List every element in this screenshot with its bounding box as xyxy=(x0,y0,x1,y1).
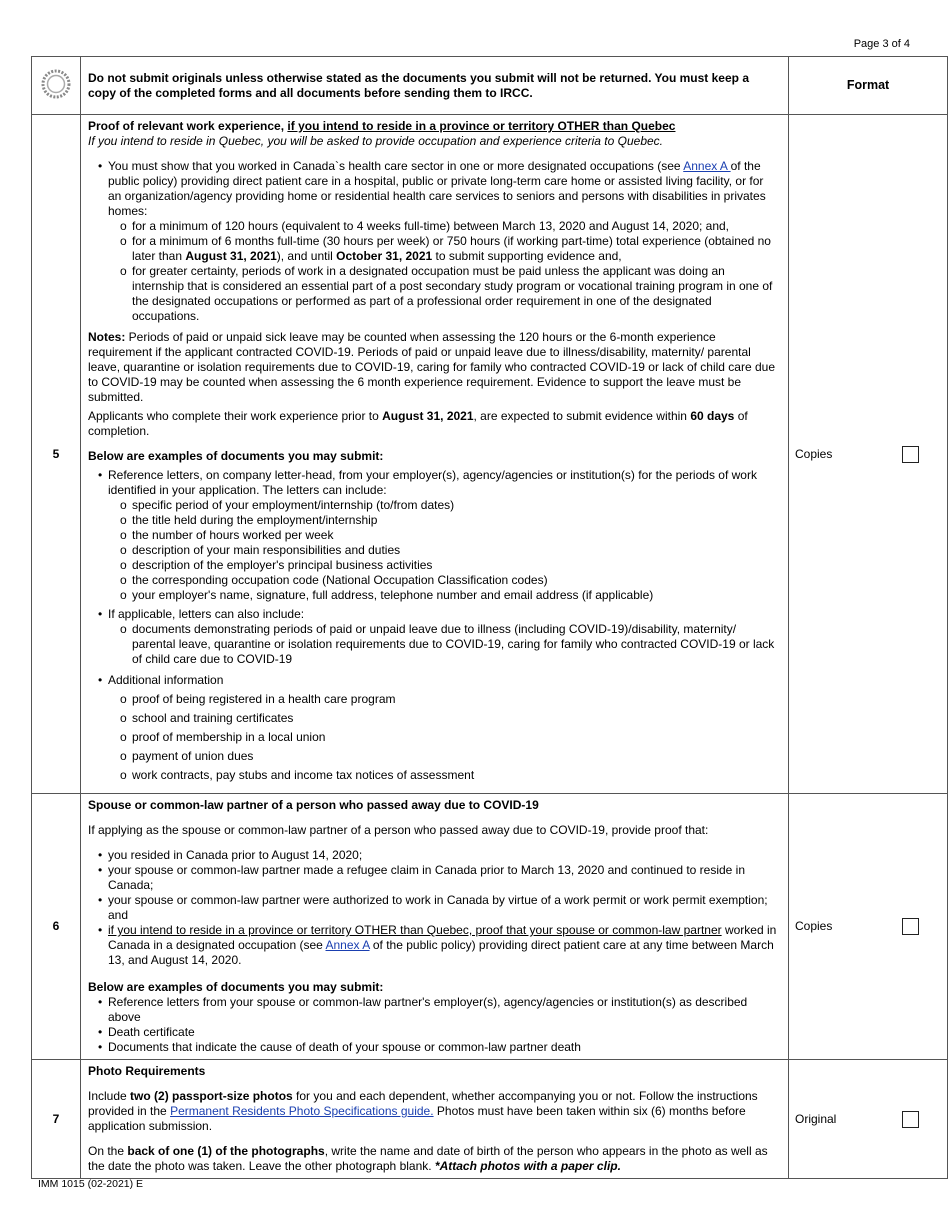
list-item: o your employer's name, signature, full address, telephone number and email address (if applicable) xyxy=(132,588,780,603)
list-item: o work contracts, pay stubs and income tax notices of assessment xyxy=(132,768,780,783)
text: for you and each dependent, whether accompanying you or not. Follow the instructions provided in the xyxy=(88,1089,758,1118)
req-text-cont: of the public policy) providing direct patient care in a hospital, public or private long-term care home or assisted living facility, or for an organization/agency providing home or residential health care services to seniors and persons with disabilities in privates homes: xyxy=(108,159,766,218)
list-item: o proof of membership in a local union xyxy=(132,730,780,745)
row-6-checkbox[interactable] xyxy=(902,918,919,935)
text: Include xyxy=(88,1089,131,1103)
row-number: 6 xyxy=(32,794,81,1060)
date-bold: August 31, 2021 xyxy=(185,249,277,263)
format-header: Format xyxy=(789,57,948,115)
list-item: • Death certificate xyxy=(108,1025,780,1040)
text: Applicants who complete their work experience prior to xyxy=(88,409,383,423)
photo-specifications-link[interactable]: Permanent Residents Photo Specifications guide. xyxy=(170,1104,434,1118)
list-item: • your spouse or common-law partner made a refugee claim in Canada prior to March 13, 2020 and continued to reside in Canada; xyxy=(108,863,780,893)
text: to submit supporting evidence and, xyxy=(432,249,622,263)
text: On the xyxy=(88,1144,128,1158)
additional-text: Additional information xyxy=(108,673,224,687)
list-item: o description of your main responsibilities and duties xyxy=(132,543,780,558)
text: of the public policy) providing direct patient care at any time between March 13, and August 14, 2020. xyxy=(108,938,774,967)
list-item xyxy=(108,607,780,667)
row-number: 7 xyxy=(32,1060,81,1179)
row-5-completion xyxy=(88,409,780,439)
list-item: • Documents that indicate the cause of death of your spouse or common-law partner death xyxy=(108,1040,780,1055)
row-6-proof-list xyxy=(88,848,780,968)
table-row-7 xyxy=(32,1060,948,1179)
text: Photos must have been taken within six (6) months before application submission. xyxy=(88,1104,746,1133)
additional-items xyxy=(108,692,780,783)
header-instruction: Do not submit originals unless otherwise stated as the documents you submit will not be returned. You must keep a copy of the completed forms and all documents before sending them to IRCC. xyxy=(88,70,749,100)
list-item: • you resided in Canada prior to August 14, 2020; xyxy=(108,848,780,863)
text: ), and until xyxy=(276,249,337,263)
row-5-notes xyxy=(88,330,780,405)
row-7-format-cell xyxy=(789,1060,948,1179)
back-photo-bold: back of one (1) of the photographs xyxy=(127,1144,325,1158)
list-item: o specific period of your employment/internship (to/from dates) xyxy=(132,498,780,513)
notes-label: Notes: xyxy=(88,330,126,344)
notes-text: Periods of paid or unpaid sick leave may be counted when assessing the 120 hours or the 6-month experience requirement if the applicant contracted COVID-19. Periods of paid or unpaid leave due to illness/disability, maternity/ parental leave, quarantine or isolation requirements due to COVID-19, caring for family who contracted COVID-19 or lack of child care due to COVID-19 may be counted when assessing the 6 month experience requirement. Evidence to support the leave must be submitted. xyxy=(88,330,775,404)
if-applicable-text: If applicable, letters can also include: xyxy=(108,607,305,621)
table-header-row xyxy=(32,57,948,115)
document-checklist-table xyxy=(31,56,948,1179)
list-item: • your spouse or common-law partner were authorized to work in Canada by virtue of a work permit or work permit exemption; and xyxy=(108,893,780,923)
row-7-para-1 xyxy=(88,1089,780,1134)
sub-list xyxy=(108,219,780,324)
table-row-6 xyxy=(32,794,948,1060)
row-5-subtitle-text: If you intend to reside in Quebec, you will be asked to provide occupation and experience criteria to Quebec. xyxy=(88,134,664,148)
row-6-intro: If applying as the spouse or common-law partner of a person who passed away due to COVID-19, provide proof that: xyxy=(88,823,709,837)
list-item: o documents demonstrating periods of paid or unpaid leave due to illness (including COVID-19)/disability, maternity/ parental leave, quarantine or isolation requirements due to COVID-19, caring for family who contracted COVID-19 or lack of child care due to COVID-19 xyxy=(132,622,780,667)
row-number: 5 xyxy=(32,115,81,794)
days-bold: 60 days xyxy=(690,409,735,423)
row-5-checkbox[interactable] xyxy=(902,446,919,463)
table-row-5 xyxy=(32,115,948,794)
list-item xyxy=(108,468,780,603)
row-7-checkbox[interactable] xyxy=(902,1111,919,1128)
list-item: o description of the employer's principal business activities xyxy=(132,558,780,573)
examples-title-text: Below are examples of documents you may submit: xyxy=(88,449,384,463)
format-label: Copies xyxy=(795,446,833,461)
header-instruction-cell xyxy=(81,57,789,115)
list-item xyxy=(132,234,780,264)
list-item xyxy=(108,673,780,783)
row-7-title xyxy=(88,1064,780,1079)
paper-clip-note: *Attach photos with a paper clip. xyxy=(434,1159,621,1173)
list-item xyxy=(108,923,780,968)
form-identifier: IMM 1015 (02-2021) E xyxy=(38,1178,144,1190)
text: for a minimum of 6 months full-time (30 hours per week) or 750 hours (if working part-time) total experience (obtained no later than xyxy=(132,234,771,263)
row-7-para-2 xyxy=(88,1144,780,1174)
format-label: Copies xyxy=(795,919,833,933)
ref-letters-text: Reference letters, on company letter-head, from your employer(s), agency/agencies or institution(s) for the periods of work identified in your application. The letters can include: xyxy=(108,468,757,497)
row-5-examples xyxy=(88,468,780,783)
row-7-description xyxy=(81,1060,789,1179)
text: , are expected to submit evidence within xyxy=(473,409,691,423)
row-5-examples-title xyxy=(88,449,780,464)
row-6-format-cell xyxy=(789,794,948,1060)
row-7-title-text: Photo Requirements xyxy=(88,1064,206,1078)
annex-a-link[interactable]: Annex A xyxy=(683,159,731,173)
row-6-description xyxy=(81,794,789,1060)
row-5-title-condition: if you intend to reside in a province or territory OTHER than Quebec xyxy=(287,119,676,133)
page-number: Page 3 of 4 xyxy=(853,38,910,50)
req-text: You must show that you worked in Canada`s health care sector in one or more designated occupations (see xyxy=(108,159,684,173)
list-item: o the title held during the employment/internship xyxy=(132,513,780,528)
list-item: o payment of union dues xyxy=(132,749,780,764)
text: , write the name and date of birth of the person who appears in the photo as well as the date the photo was taken. Leave the other photograph blank. xyxy=(88,1144,768,1173)
list-item: o for a minimum of 120 hours (equivalent to 4 weeks full-time) between March 13, 2020 and August 14, 2020; and, xyxy=(132,219,780,234)
row-6-examples xyxy=(88,995,780,1055)
list-item: o for greater certainty, periods of work in a designated occupation must be paid unless the applicant was doing an internship that is considered an essential part of a post secondary study program or vocational training program in one of the designated occupations or performed as part of a professional order requirement in one of the designated occupations. xyxy=(132,264,780,324)
photos-bold: two (2) passport-size photos xyxy=(130,1089,293,1103)
list-item: • Reference letters from your spouse or common-law partner's employer(s), agency/agencies or institution(s) as described above xyxy=(108,995,780,1025)
row-5-format-cell xyxy=(789,115,948,794)
row-5-requirements xyxy=(88,159,780,324)
text: of completion. xyxy=(88,409,748,438)
row-6-title-text: Spouse or common-law partner of a person who passed away due to COVID-19 xyxy=(88,798,539,812)
row-5-title xyxy=(88,119,780,134)
row-5-description xyxy=(81,115,789,794)
list-item: o proof of being registered in a health care program xyxy=(132,692,780,707)
quebec-condition: if you intend to reside in a province or territory OTHER than Quebec, proof that your spouse or common-law partner xyxy=(108,923,722,937)
list-item: o the number of hours worked per week xyxy=(132,528,780,543)
date-bold: October 31, 2021 xyxy=(336,249,433,263)
list-item: o the corresponding occupation code (National Occupation Classification codes) xyxy=(132,573,780,588)
date-bold: August 31, 2021 xyxy=(382,409,474,423)
if-applicable-items xyxy=(108,622,780,667)
list-item: o school and training certificates xyxy=(132,711,780,726)
letter-items xyxy=(108,498,780,603)
header-logo-cell xyxy=(32,57,81,115)
row-5-title-main: Proof of relevant work experience, xyxy=(88,119,288,133)
row-5-subtitle xyxy=(88,134,780,149)
examples-title-text: Below are examples of documents you may submit: xyxy=(88,980,384,994)
format-label: Original xyxy=(795,1111,837,1126)
seal-icon xyxy=(41,69,71,99)
row-6-examples-title xyxy=(88,980,780,995)
text: worked in Canada in a designated occupation (see xyxy=(108,923,777,952)
annex-a-link[interactable]: Annex A xyxy=(325,938,370,952)
list-item xyxy=(108,159,780,324)
row-6-title xyxy=(88,798,780,813)
